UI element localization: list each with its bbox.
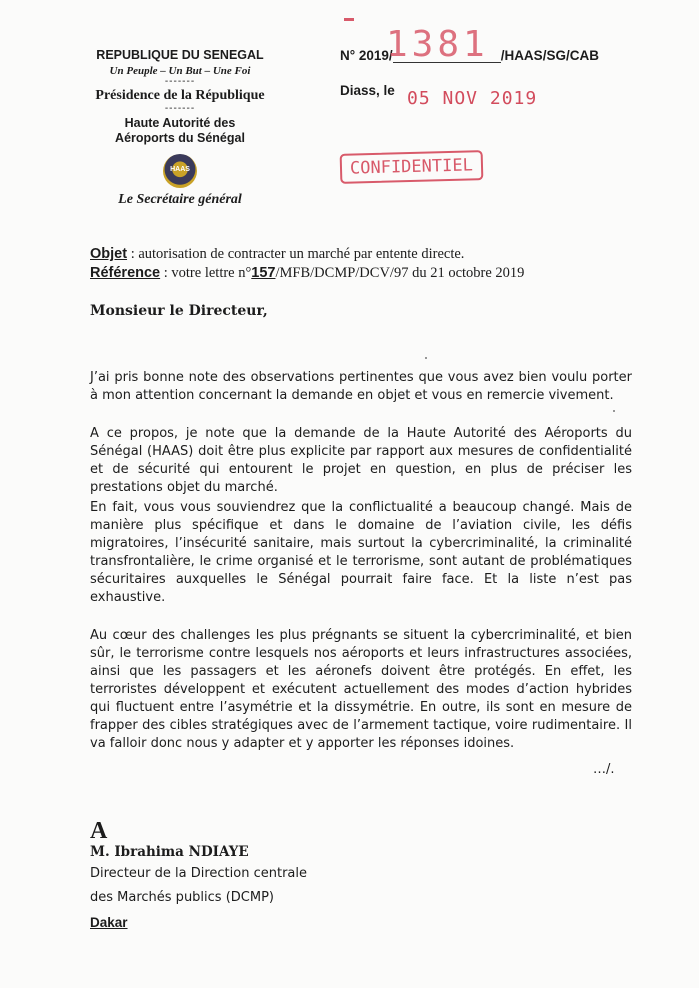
stamped-number: 1381 xyxy=(386,24,489,65)
authority-name-line1: Haute Autorité des xyxy=(124,116,236,130)
reference-pre: : votre lettre n° xyxy=(160,265,252,281)
objet-text: : autorisation de contracter un marché par entente directe. xyxy=(127,246,465,262)
confidential-stamp: CONFIDENTIEL xyxy=(340,150,484,184)
body-paragraph-1: J’ai pris bonne note des observations pertinentes que vous avez bien voulu porter à mon attention concernant la demande en objet et vous en remercie vivement. xyxy=(90,370,632,403)
addressee-a: A xyxy=(90,818,108,844)
national-motto: Un Peuple – Un But – Une Foi xyxy=(109,65,251,77)
reference-post: /MFB/DCMP/DCV/97 du 21 octobre 2019 xyxy=(275,265,525,281)
body-paragraph-3: En fait, vous vous souviendrez que la conflictualité a beaucoup changé. Mais de manière plus spécifique et dans le domaine de l’aviation civile, les défis migratoires, l’insécurité sanitaire, mais surtout la cybercriminalité, la criminalité transfrontalière, le crime organisé et le terrorisme, sont autant de problématiques sécuritaires auxquelles le Sénégal pourrait faire face. Et la liste n’est pas exhaustive. xyxy=(90,500,632,605)
republic-title: REPUBLIQUE DU SENEGAL xyxy=(96,48,264,62)
reference-label: Référence xyxy=(90,265,161,281)
body-paragraph-4: Au cœur des challenges les plus prégnants se situent la cybercriminalité, et bien sûr, le terrorisme contre lesquels nos aéroports et leurs infrastructures associées, ainsi que les passagers et les aéronefs doivent être protégés. En effet, les terroristes développent et exécutent actuellement des modes d’action hybrides qui fluctuent entre l’asymétrie et la dissymétrie. En outre, ils sont en mesure de frapper des cibles stratégiques avec de l’armement tactique, voire rudimentaire. Il va falloir donc nous y adapter et y apporter les réponses idoines. xyxy=(90,628,632,751)
subject-block xyxy=(90,245,524,283)
addressee-line2: des Marchés publics (DCMP) xyxy=(90,890,274,905)
stamped-date: 05 NOV 2019 xyxy=(407,88,538,109)
date-label: Diass, le xyxy=(340,83,395,98)
objet-label: Objet xyxy=(90,246,128,262)
ref-prefix: N° 2019/ xyxy=(340,48,393,63)
logo-text: HAAS xyxy=(170,166,190,173)
ref-suffix: /HAAS/SG/CAB xyxy=(500,48,599,63)
separator: ------- xyxy=(164,103,196,114)
continuation-mark: …/. xyxy=(593,762,615,777)
addressee-city: Dakar xyxy=(90,915,128,930)
presidency-title: Présidence de la République xyxy=(95,88,265,103)
body-paragraph-2: A ce propos, je note que la demande de la Haute Autorité des Aéroports du Sénégal (HAAS) doit être plus explicite par rapport aux mesures de confidentialité et de sécurité qui entourent le projet en question, en plus de préciser les prestations objet du marché. xyxy=(90,426,632,495)
haas-logo-icon xyxy=(163,154,197,188)
paper-speck xyxy=(613,410,615,412)
paper-speck xyxy=(425,357,427,359)
reference-line xyxy=(90,264,524,283)
stamp-mark xyxy=(344,18,354,21)
issuer-block xyxy=(60,48,300,208)
objet-line xyxy=(90,245,524,264)
reference-number: 157 xyxy=(251,265,276,281)
separator: ------- xyxy=(164,76,196,87)
salutation: Monsieur le Directeur, xyxy=(90,303,268,319)
addressee-name: M. Ibrahima NDIAYE xyxy=(90,844,249,860)
addressee-line1: Directeur de la Direction centrale xyxy=(90,866,307,881)
signatory-title: Le Secrétaire général xyxy=(118,192,242,207)
authority-name-line2: Aéroports du Sénégal xyxy=(115,131,245,145)
